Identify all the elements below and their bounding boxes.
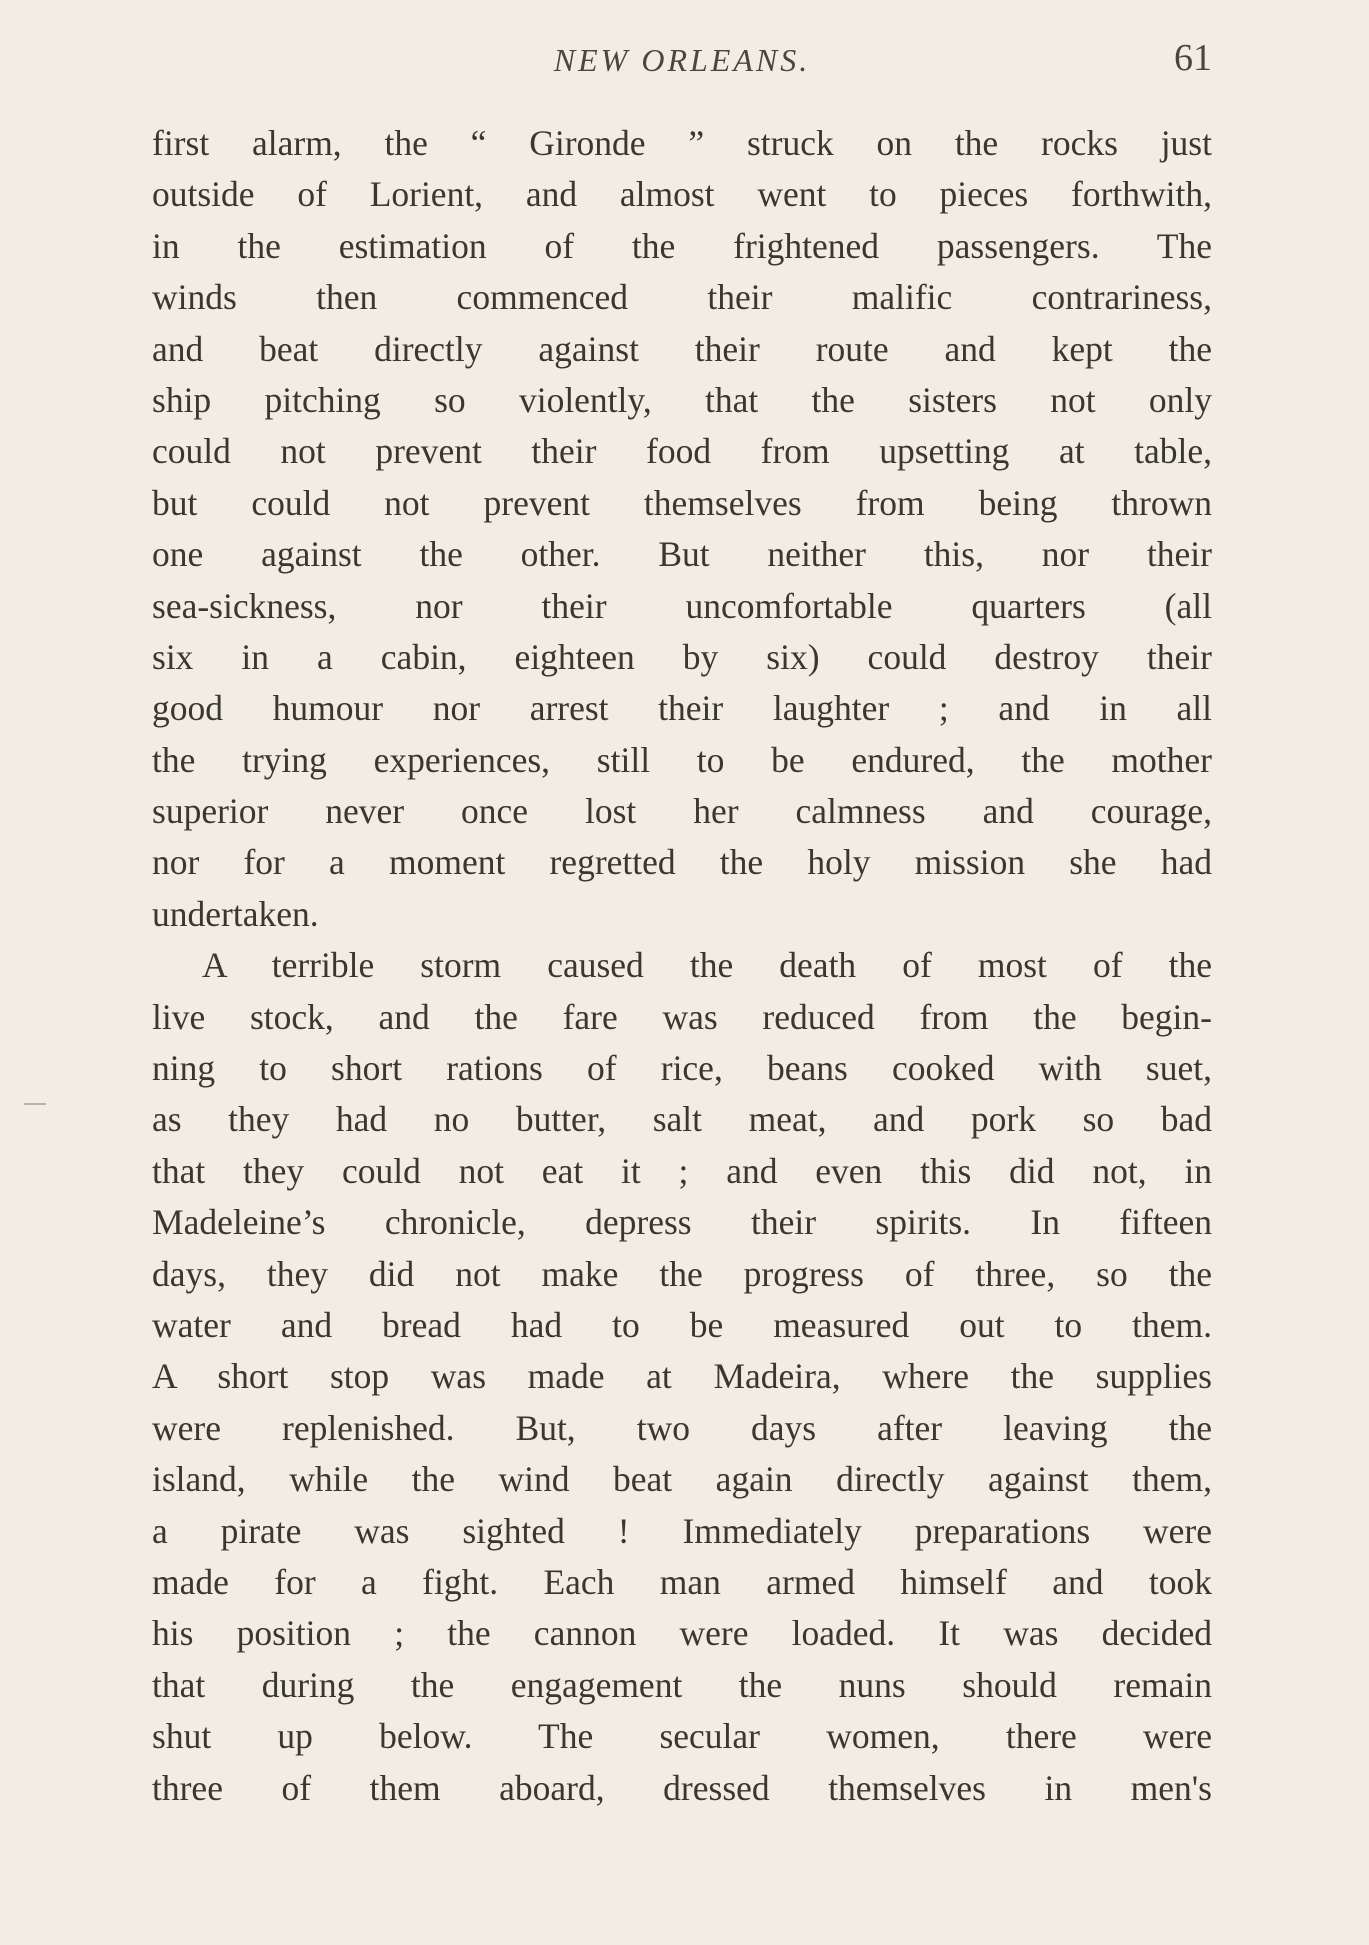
text-line: good humour nor arrest their laughter ; and in all — [152, 688, 1212, 729]
text-line: and beat directly against their route and kept the — [152, 328, 1212, 369]
text-line: six in a cabin, eighteen by six) could destroy their — [152, 636, 1212, 677]
running-head-title: NEW ORLEANS. — [553, 42, 811, 78]
text-line: that during the engagement the nuns should remain — [152, 1664, 1212, 1705]
text-line: the trying experiences, still to be endured, the mother — [152, 739, 1212, 780]
text-line: outside of Lorient, and almost went to pieces forthwith, — [152, 174, 1212, 215]
text-line: were replenished. But, two days after leaving the — [152, 1407, 1212, 1448]
text-line: shut up below. The secular women, there were — [152, 1716, 1212, 1757]
text-line: a pirate was sighted ! Immediately preparations were — [152, 1510, 1212, 1551]
text-line: first alarm, the “ Gironde ” struck on the rocks just — [152, 123, 1212, 163]
body-text — [152, 118, 1212, 1814]
text-line: sea-sickness, nor their uncomfortable quarters (all — [152, 585, 1212, 626]
text-line: undertaken. — [152, 893, 319, 934]
text-line: live stock, and the fare was reduced from the begin- — [152, 996, 1212, 1037]
text-line: ning to short rations of rice, beans cooked with suet, — [152, 1048, 1212, 1089]
paragraph — [152, 940, 1212, 1814]
page-number: 61 — [1174, 37, 1212, 79]
text-line: but could not prevent themselves from being thrown — [152, 482, 1212, 523]
text-line: made for a fight. Each man armed himself and took — [152, 1561, 1212, 1602]
text-line: nor for a moment regretted the holy mission she had — [152, 842, 1212, 883]
margin-mark — [24, 1103, 46, 1105]
paragraph — [152, 118, 1212, 940]
text-line: winds then commenced their malific contrariness, — [152, 277, 1212, 318]
text-line: three of them aboard, dressed themselves in men's — [152, 1767, 1212, 1808]
text-line: his position ; the cannon were loaded. It was decided — [152, 1613, 1212, 1654]
text-line: water and bread had to be measured out to them. — [152, 1304, 1212, 1345]
text-line: could not prevent their food from upsetting at table, — [152, 431, 1212, 472]
text-line: Madeleine’s chronicle, depress their spirits. In fifteen — [152, 1202, 1212, 1243]
text-line: one against the other. But neither this, nor their — [152, 534, 1212, 575]
text-line: that they could not eat it ; and even this did not, in — [152, 1150, 1212, 1191]
text-line: A short stop was made at Madeira, where the supplies — [152, 1356, 1212, 1397]
text-line: as they had no butter, salt meat, and pork so bad — [152, 1099, 1212, 1140]
text-line: ship pitching so violently, that the sisters not only — [152, 379, 1212, 420]
text-line: days, they did not make the progress of three, so the — [152, 1253, 1212, 1294]
text-line: in the estimation of the frightened passengers. The — [152, 225, 1212, 266]
text-line: island, while the wind beat again directly against them, — [152, 1459, 1212, 1500]
text-line: A terrible storm caused the death of most of the — [202, 945, 1212, 986]
running-head — [152, 36, 1212, 92]
text-line: superior never once lost her calmness and courage, — [152, 791, 1212, 832]
